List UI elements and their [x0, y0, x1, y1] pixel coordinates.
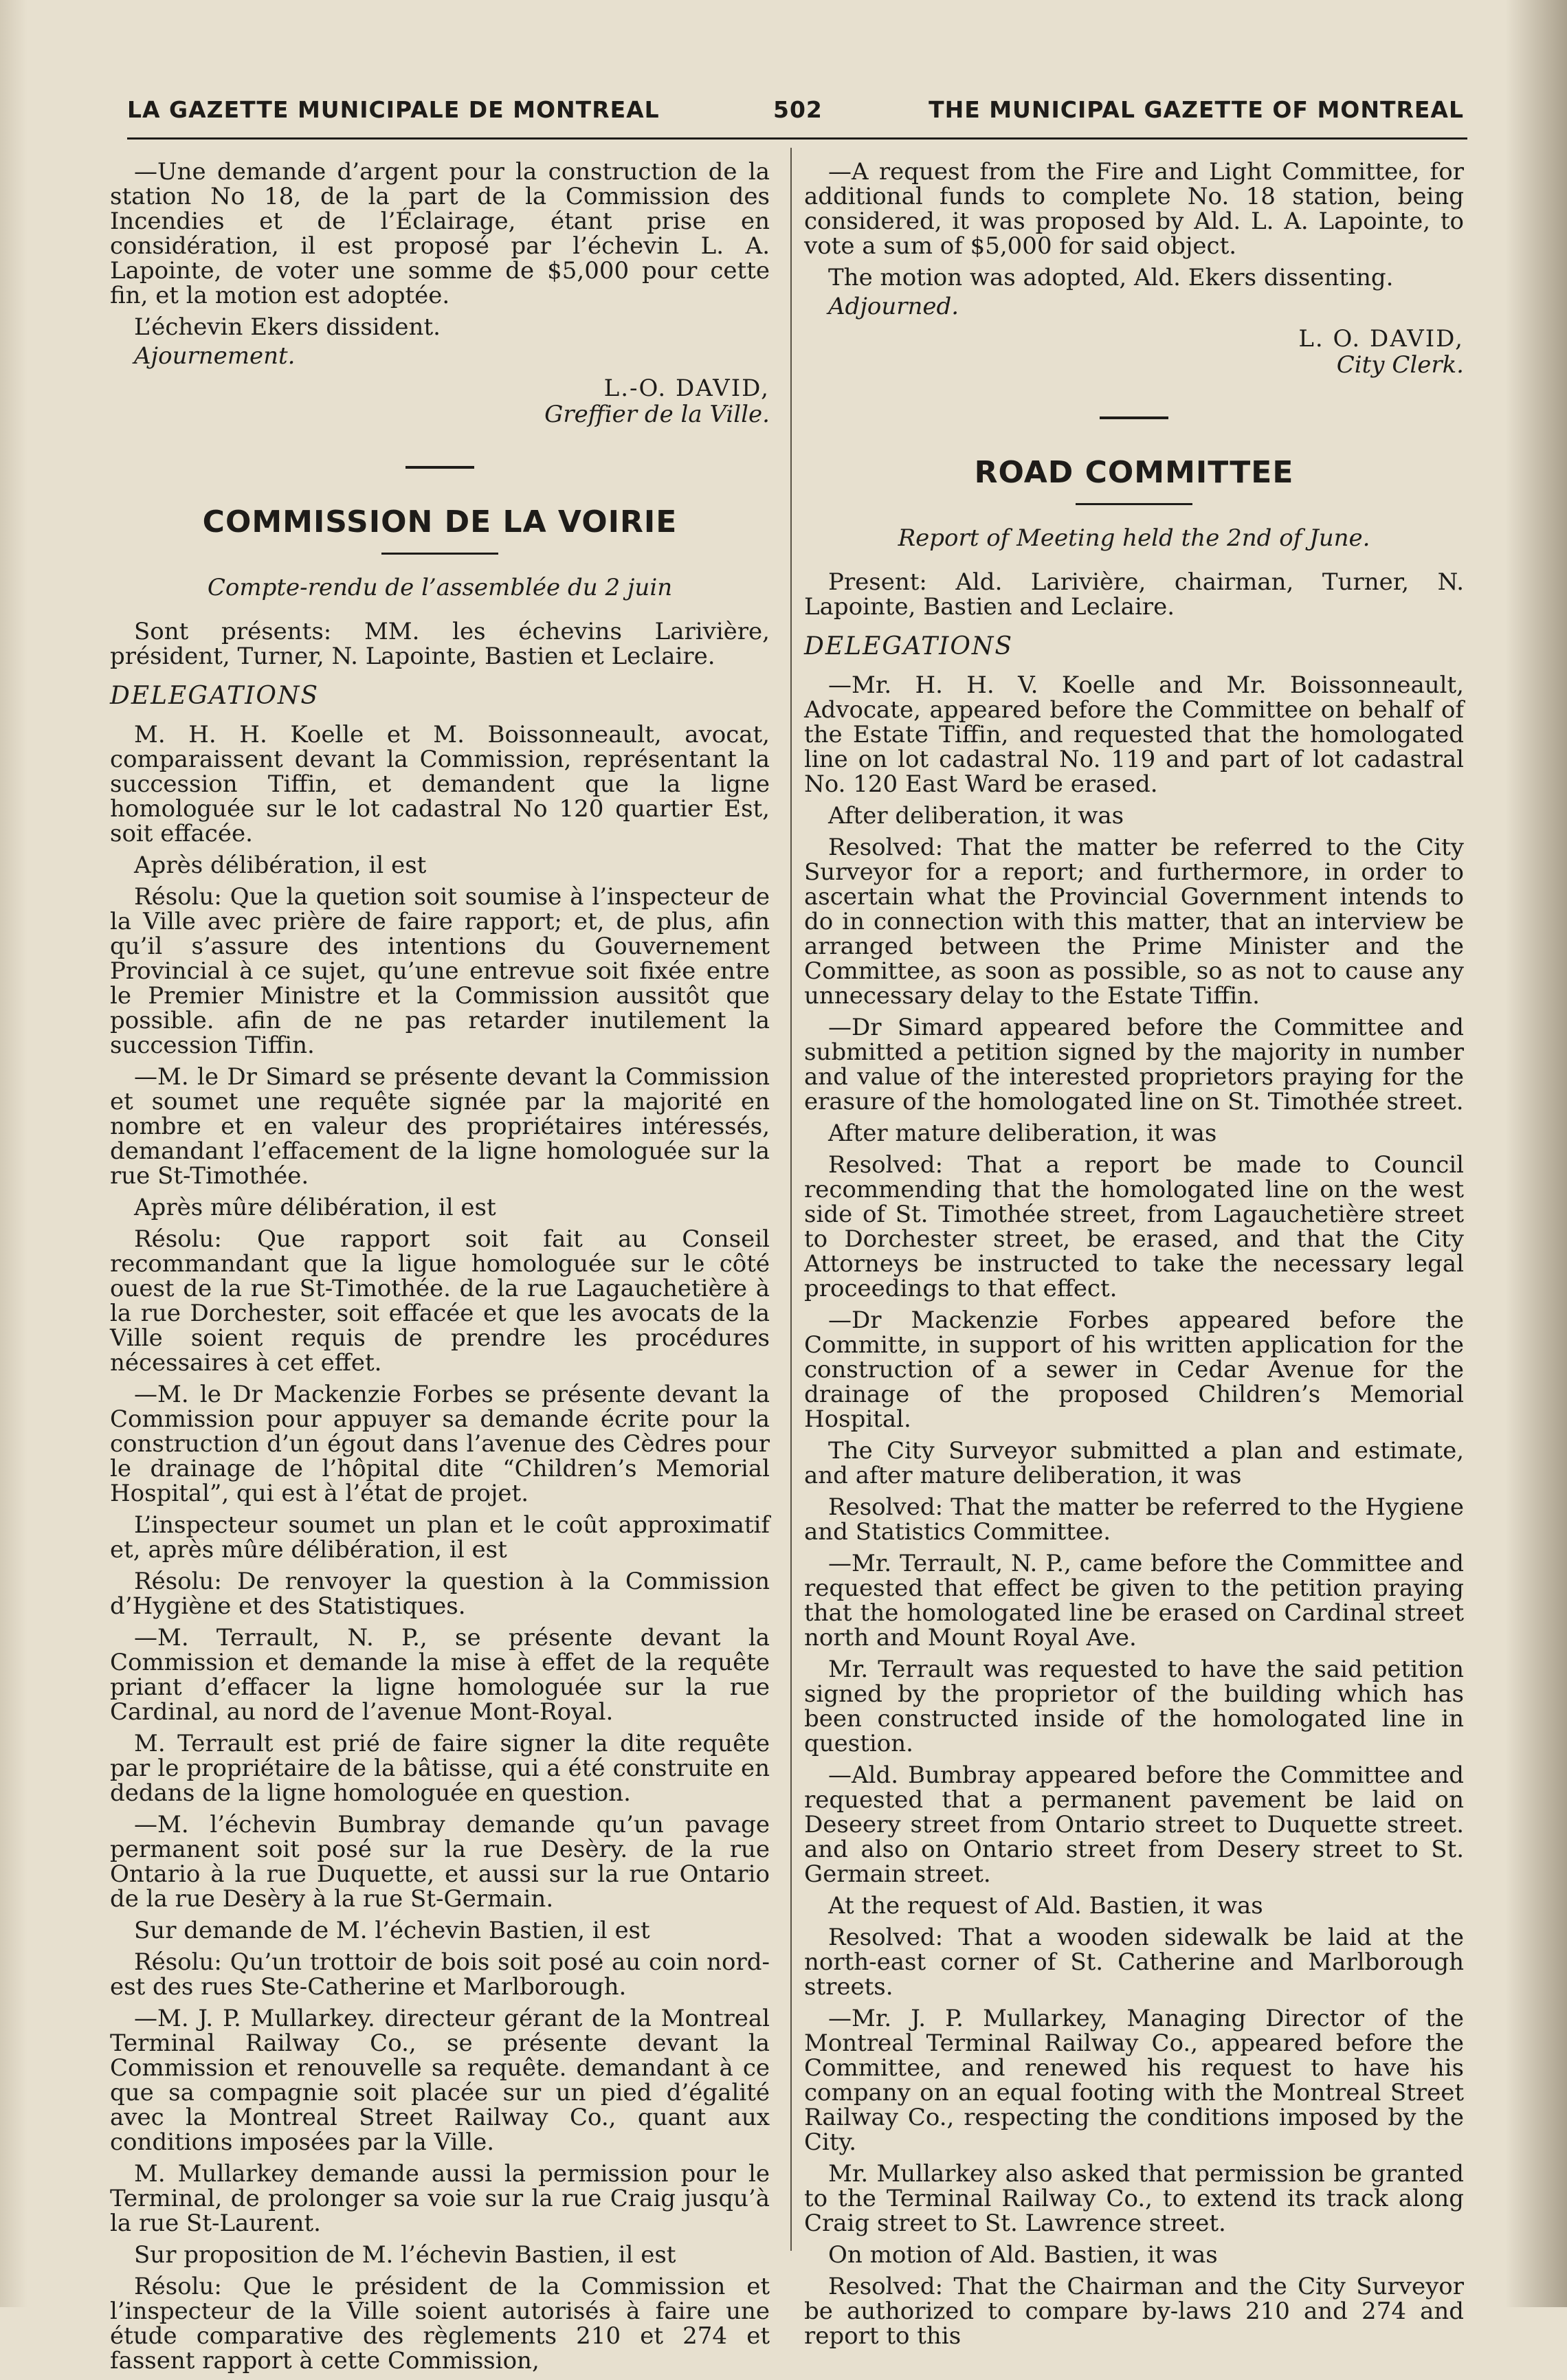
minutes-paragraph: Resolved: That the matter be referred to the City Surveyor for a report; and furthermore, in order to ascertain what the Provincial Government intends to do in connection with this matter, that an interview be arranged between the Prime Minister and the Committee, as soon as possible, so as not to cause any unnecessary delay to the Estate Tiffin. — [804, 834, 1464, 1010]
signature-block — [804, 326, 1464, 378]
signature-block — [110, 375, 770, 427]
header-french-title: LA GAZETTE MUNICIPALE DE MONTREAL — [127, 96, 660, 123]
adjournment-line: Adjourned. — [828, 293, 959, 320]
spacer — [110, 600, 770, 619]
meeting-subtitle: Compte-rendu de l’assemblée du 2 juin — [207, 574, 673, 601]
minutes-paragraph: —M. le Dr Mackenzie Forbes se présente devant la Commission pour appuyer sa demande écrite pour la construction d’un égout dans l’avenue des Cèdres pour le drainage de l’hôpital dite “Children’s Memorial Hospital”, qui est à l’état de projet. — [110, 1381, 770, 1507]
minutes-paragraph: After deliberation, it was — [828, 802, 1124, 830]
section-title: ROAD COMMITTEE — [974, 455, 1294, 490]
running-head — [127, 89, 1464, 131]
minutes-paragraph: —Dr Simard appeared before the Committee and submitted a petition signed by the majority in number and value of the interested proprietors praying for the erasure of the homologated line on St. Timothée street. — [804, 1014, 1464, 1115]
meeting-subtitle: Report of Meeting held the 2nd of June. — [898, 524, 1370, 552]
minutes-paragraph: Résolu: De renvoyer la question à la Commission d’Hygiène et des Statistiques. — [110, 1568, 770, 1620]
adjournment-line: Ajournement. — [134, 342, 296, 370]
page-number: 502 — [773, 96, 823, 123]
minutes-paragraph: Après mûre délibération, il est — [134, 1194, 496, 1221]
minutes-paragraph: Résolu: Qu’un trottoir de bois soit posé au coin nord-est des rues Ste-Catherine et Marlborough. — [110, 1948, 770, 2001]
column-divider — [790, 148, 792, 2251]
motion-line: The motion was adopted, Ald. Ekers dissenting. — [828, 264, 1394, 291]
signature-name: L. O. DAVID, — [1298, 325, 1464, 353]
delegations-heading: DELEGATIONS — [110, 682, 320, 710]
minutes-paragraph: —Ald. Bumbray appeared before the Committee and requested that a permanent pavement be laid on Deseery street from Ontario street to Duquette street. and also on Ontario street from Desery street to St. Germain street. — [804, 1761, 1464, 1888]
minutes-paragraph: On motion of Ald. Bastien, it was — [828, 2241, 1218, 2269]
minutes-paragraph: —M. le Dr Simard se présente devant la Commission et soumet une requête signée par la majorité en nombre et en valeur des propriétaires intéressés, demandant l’effacement de la ligne homologuée sur la rue St-Timothée. — [110, 1063, 770, 1190]
attendance-paragraph: Present: Ald. Larivière, chairman, Turner, N. Lapointe, Bastien and Leclaire. — [804, 568, 1464, 621]
minutes-paragraph: Sur demande de M. l’échevin Bastien, il est — [134, 1917, 650, 1944]
header-rule — [127, 137, 1467, 140]
minutes-paragraph: L’inspecteur soumet un plan et le coût approximatif et, après mûre délibération, il est — [110, 1511, 770, 1564]
minutes-paragraph: —Mr. Terrault, N. P., came before the Committee and requested that effect be given to the petition praying that the homologated line be erased on Cardinal street north and Mount Royal Ave. — [804, 1550, 1464, 1651]
minutes-paragraph: Resolved: That the matter be referred to the Hygiene and Statistics Committee. — [804, 1493, 1464, 1546]
minutes-paragraph: Résolu: Que rapport soit fait au Conseil recommandant que la ligue homologuée sur le côté ouest de la rue St-Timothée. de la rue Lagauchetière à la rue Dorchester, soit effacée et que les avocats de la Ville soient requis de prendre les procédures nécessaires à cet effet. — [110, 1225, 770, 1377]
minutes-paragraph: After mature deliberation, it was — [828, 1120, 1217, 1147]
minutes-paragraph: The City Surveyor submitted a plan and estimate, and after mature deliberation, it was — [804, 1437, 1464, 1489]
minutes-paragraph: Resolved: That a wooden sidewalk be laid at the north-east corner of St. Catherine and Marlborough streets. — [804, 1924, 1464, 2001]
english-column — [804, 159, 1464, 2355]
minutes-paragraph: —Mr. J. P. Mullarkey, Managing Director of the Montreal Terminal Railway Co., appeared before the Committee, and renewed his request to have his company on an equal footing with the Montreal Street Railway Co., respecting the conditions imposed by the City. — [804, 2005, 1464, 2156]
french-column — [110, 159, 770, 2380]
minutes-paragraph: —Dr Mackenzie Forbes appeared before the Committe, in support of his written application for the construction of a sewer in Cedar Avenue for the drainage of the proposed Children’s Memorial Hospital. — [804, 1306, 1464, 1433]
minutes-paragraph: Résolu: Que la quetion soit soumise à l’inspecteur de la Ville avec prière de faire rapport; et, de plus, afin qu’il s’assure des intentions du Gouvernement Provincial à ce sujet, qu’une entrevue soit fixée entre le Premier Ministre et la Commission aussitôt que possible. afin de ne pas retarder inutilement la succession Tiffin. — [110, 883, 770, 1059]
title-rule — [1076, 503, 1192, 505]
section-title: COMMISSION DE LA VOIRIE — [202, 504, 678, 540]
signature-title: City Clerk. — [1336, 351, 1464, 379]
signature-title: Greffier de la Ville. — [544, 401, 770, 428]
intro-paragraph: —Une demande d’argent pour la construction de la station No 18, de la part de la Commission des Incendies et de l’Éclairage, étant prise en considération, il est proposé par l’échevin L. A. Lapointe, de voter une somme de $5,000 pour cette fin, et la motion est adoptée. — [110, 158, 770, 309]
minutes-paragraph: —Mr. H. H. V. Koelle and Mr. Boissonneault, Advocate, appeared before the Committee on behalf of the Estate Tiffin, and requested that the homologated line on lot cadastral No. 119 and part of lot cadastral No. 120 East Ward be erased. — [804, 671, 1464, 798]
minutes-paragraph: M. Terrault est prié de faire signer la dite requête par le propriétaire de la bâtisse, qui a été construite en dedans de la ligne homologuée en question. — [110, 1730, 770, 1807]
spacer — [804, 550, 1464, 570]
intro-paragraph: —A request from the Fire and Light Committee, for additional funds to complete No. 18 station, being considered, it was proposed by Ald. L. A. Lapointe, to vote a sum of $5,000 for said object. — [804, 158, 1464, 260]
minutes-paragraph: Resolved: That the Chairman and the City Surveyor be authorized to compare by-laws 210 and 274 and report to this — [804, 2273, 1464, 2350]
signature-name: L.-O. DAVID, — [603, 375, 770, 402]
minutes-paragraph: —M. Terrault, N. P., se présente devant la Commission et demande la mise à effet de la requête priant d’effacer la ligne homologuée sur la rue Cardinal, au nord de l’avenue Mont-Royal. — [110, 1624, 770, 1726]
minutes-paragraph: —M. J. P. Mullarkey. directeur gérant de la Montreal Terminal Railway Co., se présente devant la Commission et renouvelle sa requête. demandant à ce que sa compagnie soit placée sur un pied d’égalité avec la Montreal Street Railway Co., quant aux conditions imposées par la Ville. — [110, 2005, 770, 2156]
title-rule — [381, 553, 498, 555]
minutes-paragraph: Mr. Terrault was requested to have the said petition signed by the proprietor of the building which has been constructed inside of the homologated line in question. — [804, 1656, 1464, 1757]
header-english-title: THE MUNICIPAL GAZETTE OF MONTREAL — [929, 96, 1464, 123]
page-edge-shadow-left — [0, 0, 27, 2307]
minutes-paragraph: Resolved: That a report be made to Council recommending that the homologated line on the west side of St. Timothée street, from Lagauchetière street to Dorchester street, be erased, and that the City Attorneys be instructed to take the necessary legal proceedings to that effect. — [804, 1151, 1464, 1302]
minutes-paragraph: Mr. Mullarkey also asked that permission be granted to the Terminal Railway Co., to extend its track along Craig street to St. Lawrence street. — [804, 2160, 1464, 2237]
minutes-paragraph: —M. l’échevin Bumbray demande qu’un pavage permanent soit posé sur la rue Desèry. de la rue Ontario à la rue Duquette, et aussi sur la rue Ontario de la rue Desèry à la rue St-Germain. — [110, 1811, 770, 1913]
delegations-heading: DELEGATIONS — [804, 632, 1014, 660]
minutes-paragraph: Résolu: Que le président de la Commission et l’inspecteur de la Ville soient autorisés à faire une étude comparative des règlements 210 et 274 et fassent rapport à cette Commission, — [110, 2273, 770, 2375]
attendance-paragraph: Sont présents: MM. les échevins Larivière, président, Turner, N. Lapointe, Bastien et Leclaire. — [110, 618, 770, 670]
minutes-paragraph: M. Mullarkey demande aussi la permission pour le Terminal, de prolonger sa voie sur la rue Craig jusqu’à la rue St-Laurent. — [110, 2160, 770, 2237]
section-rule — [405, 466, 474, 469]
page-edge-shadow-right — [1505, 0, 1567, 2307]
minutes-paragraph: Après délibération, il est — [134, 852, 427, 879]
minutes-paragraph: Sur proposition de M. l’échevin Bastien, il est — [134, 2241, 676, 2269]
minutes-paragraph: At the request of Ald. Bastien, it was — [828, 1892, 1263, 1920]
section-rule — [1100, 416, 1168, 419]
minutes-paragraph: M. H. H. Koelle et M. Boissonneault, avocat, comparaissent devant la Commission, représentant la succession Tiffin, et demandent que la ligne homologuée sur le lot cadastral No 120 quartier Est, soit effacée. — [110, 721, 770, 847]
dissent-line: L’échevin Ekers dissident. — [134, 313, 441, 341]
